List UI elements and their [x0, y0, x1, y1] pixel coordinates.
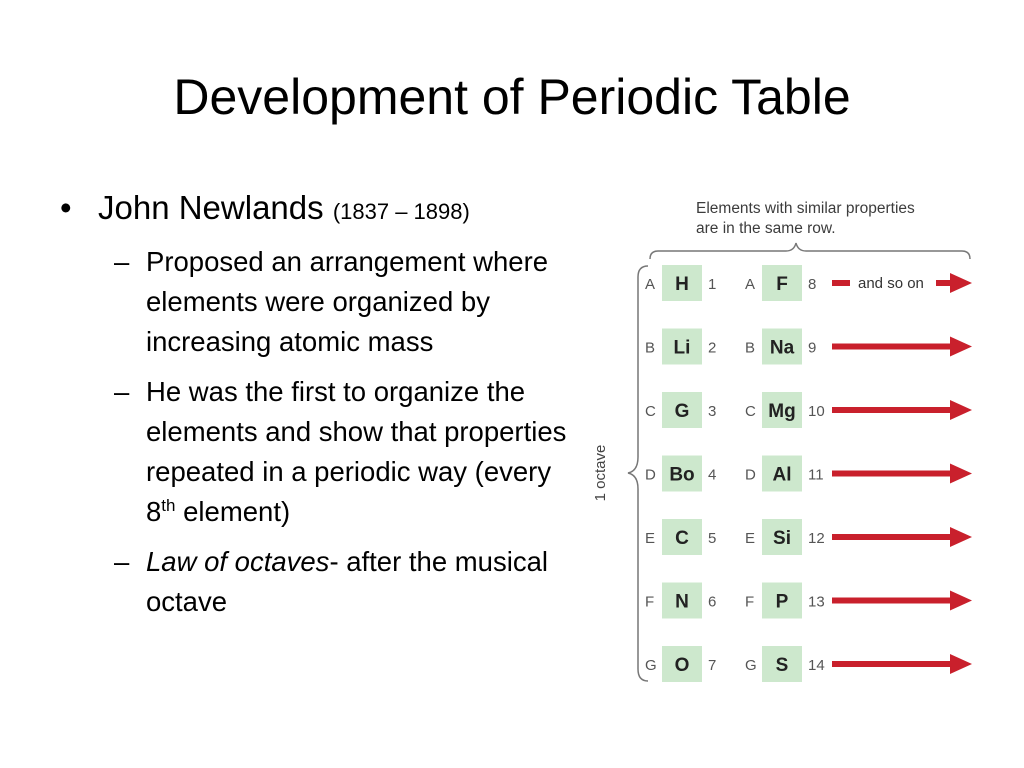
row-letter: E	[645, 530, 656, 547]
atomic-position: 8	[808, 276, 817, 293]
element-symbol: Mg	[768, 401, 796, 422]
arrow-head-icon	[950, 464, 972, 484]
row-letter: C	[745, 403, 756, 420]
law-of-octaves-term: Law of octaves	[146, 546, 330, 577]
top-brace	[650, 243, 970, 259]
element-symbol: Al	[772, 464, 792, 486]
arrow-head-icon	[950, 591, 972, 611]
element-symbol: C	[675, 528, 689, 549]
row-letter: F	[745, 593, 755, 611]
caption-line: are in the same row.	[696, 220, 836, 237]
atomic-position: 11	[808, 466, 824, 484]
element-symbol: Li	[673, 337, 691, 359]
atomic-position: 14	[808, 657, 825, 674]
bullet-dot-icon: •	[60, 189, 72, 226]
row-letter: A	[645, 276, 656, 293]
row-letter: B	[745, 339, 756, 357]
atomic-position: 9	[808, 339, 817, 357]
atomic-position: 10	[808, 403, 825, 420]
arrow-stub	[832, 280, 850, 286]
row-letter: G	[645, 657, 657, 674]
arrow-head-icon	[950, 527, 972, 547]
arrow-shaft	[832, 598, 952, 604]
atomic-position: 1	[708, 276, 717, 293]
row-letter: G	[745, 657, 757, 674]
row-letter: D	[645, 466, 656, 484]
arrow-head-icon	[950, 337, 972, 357]
element-symbol: Si	[773, 528, 791, 549]
arrow-shaft	[832, 344, 952, 350]
bullet-john-newlands	[60, 188, 580, 232]
element-symbol: S	[775, 655, 789, 676]
slide-content	[60, 188, 580, 622]
row-letter: F	[645, 593, 655, 611]
row-letter: E	[745, 530, 756, 547]
row-letter: C	[645, 403, 656, 420]
superscript-th: th	[161, 495, 176, 515]
figure-caption	[696, 199, 915, 239]
dash-icon: –	[114, 246, 130, 277]
and-so-on-label: and so on	[858, 275, 924, 292]
element-symbol: Bo	[669, 464, 695, 486]
atomic-position: 5	[708, 530, 717, 547]
atomic-position: 13	[808, 593, 825, 611]
octaves-diagram	[590, 195, 990, 695]
arrow-head-icon	[950, 400, 972, 420]
atomic-position: 6	[708, 593, 717, 611]
slide-title: Development of Periodic Table	[173, 69, 851, 125]
sub-bullet-text: Proposed an arrangement where elements were organized by increasing atomic mass	[146, 246, 549, 357]
element-symbol: P	[775, 591, 789, 613]
arrow-shaft	[832, 534, 952, 540]
element-symbol: H	[675, 274, 689, 295]
bullet-name: John Newlands	[98, 189, 324, 226]
element-symbol: Na	[769, 337, 795, 359]
atomic-position: 7	[708, 657, 717, 674]
sub-bullet-text: He was the first to organize the elements and show that properties repeated in a periodic way (every 8	[146, 376, 567, 527]
atomic-position: 4	[708, 466, 717, 484]
sub-bullet-law-of-octaves	[60, 542, 580, 622]
atomic-position: 3	[708, 403, 717, 420]
arrow-shaft	[936, 280, 952, 286]
caption-line: Elements with similar properties	[696, 200, 915, 217]
dash-icon: –	[114, 376, 130, 407]
arrow-shaft	[832, 407, 952, 413]
atomic-position: 12	[808, 530, 825, 547]
row-letter: D	[745, 466, 756, 484]
arrow-shaft	[832, 471, 952, 477]
dash-icon: –	[114, 546, 130, 577]
element-symbol: N	[675, 591, 689, 613]
arrow-shaft	[832, 661, 952, 667]
arrow-head-icon	[950, 273, 972, 293]
sub-bullet-first-organize	[60, 372, 580, 532]
row-letter: A	[745, 276, 756, 293]
bullet-years: (1837 – 1898)	[332, 199, 470, 224]
element-symbol: O	[674, 655, 690, 676]
row-letter: B	[645, 339, 656, 357]
octave-label: 1 octave	[592, 444, 609, 502]
sub-bullet-text: - after the musical octave	[146, 546, 548, 617]
octaves-figure	[590, 195, 990, 695]
sub-bullet-text-end: element)	[175, 496, 291, 527]
atomic-position: 2	[708, 339, 717, 357]
element-symbol: F	[776, 274, 788, 295]
arrow-head-icon	[950, 654, 972, 674]
sub-bullet-arrangement	[60, 242, 580, 362]
element-symbol: G	[674, 401, 690, 422]
